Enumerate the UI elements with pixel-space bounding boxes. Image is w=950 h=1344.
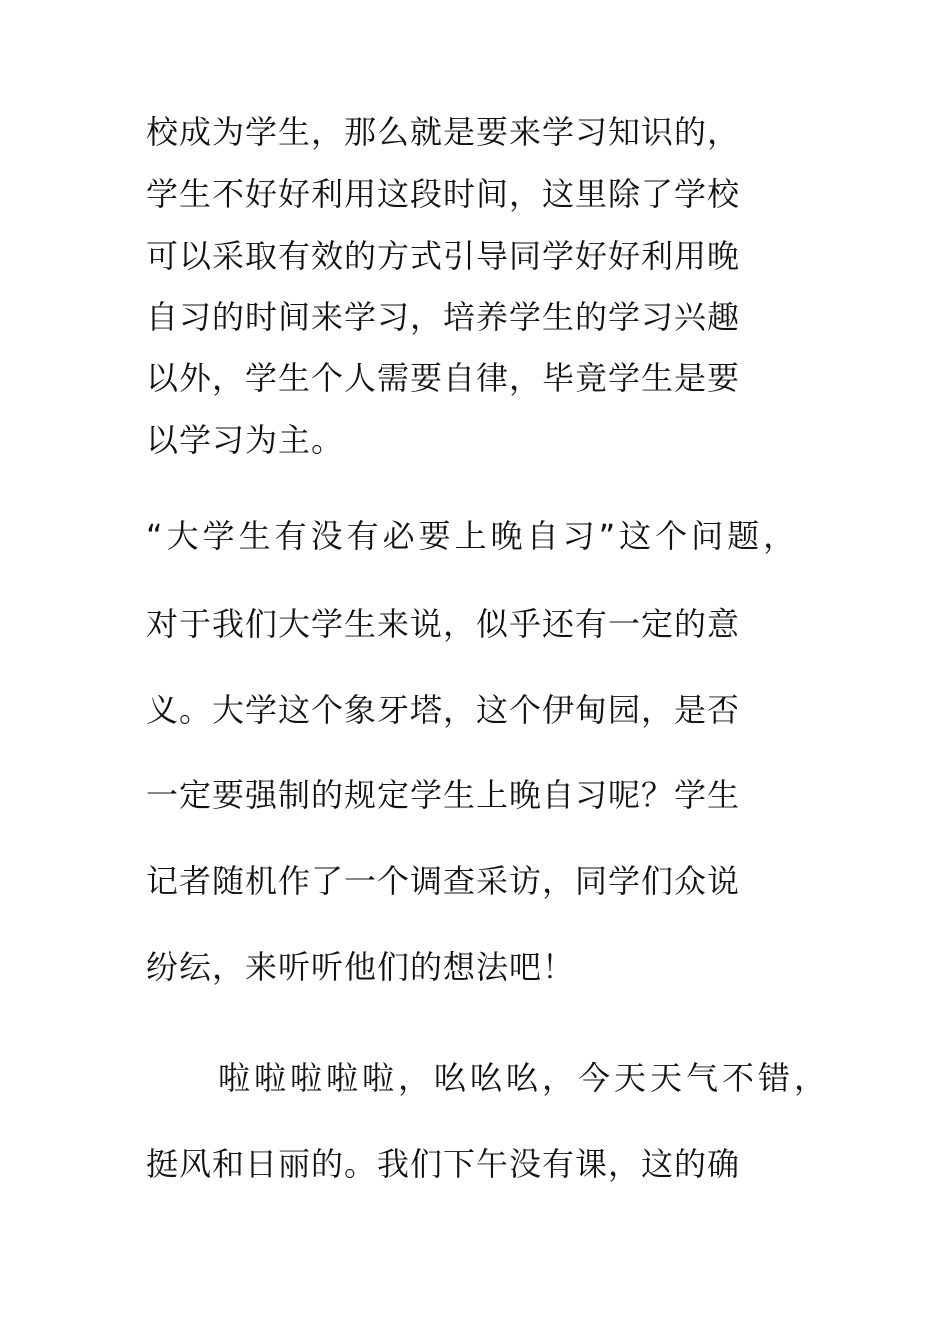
text-line: 以学习为主。 [146, 421, 345, 459]
text-line: 自习的时间来学习，培养学生的学习兴趣 [146, 298, 741, 336]
text-line: 学生不好好利用这段时间，这里除了学校 [146, 175, 741, 213]
text-line: 以外，学生个人需要自律，毕竟学生是要 [146, 359, 741, 397]
text-line: 纷纭，来听听他们的想法吧！ [146, 948, 576, 986]
text-line: 校成为学生，那么就是要来学习知识的， [146, 113, 741, 151]
text-line: 一定要强制的规定学生上晚自习呢？学生 [146, 776, 741, 814]
text-line: 义。大学这个象牙塔，这个伊甸园，是否 [146, 691, 741, 729]
text-line: “大学生有没有必要上晚自习”这个问题， [146, 517, 800, 555]
text-line: 啦啦啦啦啦，吆吆吆，今天天气不错， [218, 1059, 831, 1097]
text-line: 对于我们大学生来说，似乎还有一定的意 [146, 605, 741, 643]
text-line: 挺风和日丽的。我们下午没有课，这的确 [146, 1145, 741, 1183]
text-line: 可以采取有效的方式引导同学好好利用晚 [146, 237, 741, 275]
text-line: 记者随机作了一个调查采访，同学们众说 [146, 862, 741, 900]
